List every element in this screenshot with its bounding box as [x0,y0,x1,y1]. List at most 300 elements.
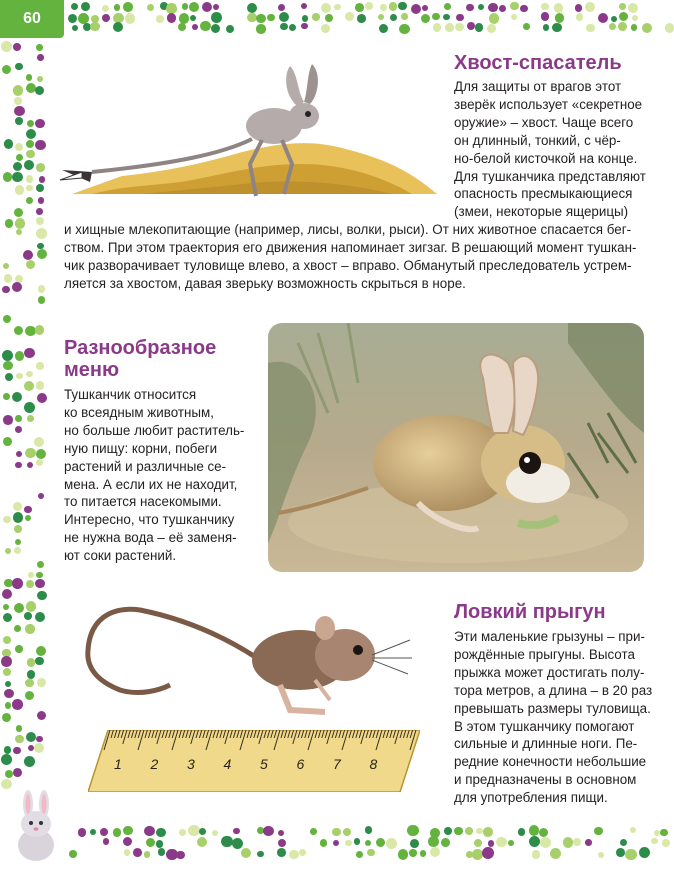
section2-text-line: Тушканчик относится [64,387,197,402]
border-dot [539,828,548,837]
section3-text-line: для употребления пищи. [454,790,608,806]
border-dot [444,3,451,10]
border-dot [594,827,602,835]
border-dot [555,13,565,23]
border-dot [642,23,652,33]
border-dot [15,117,23,125]
border-dot [35,86,44,95]
border-dot [354,838,360,844]
section3-text-line: прыжка может достигать полу- [454,664,645,680]
border-dot [15,462,22,469]
border-dot [257,851,264,858]
border-dot [15,426,22,433]
border-dot [523,23,530,30]
section2-text-line: Интересно, что тушканчику [64,512,235,528]
border-dot [14,525,22,533]
border-dot [365,826,372,833]
border-dot [278,830,284,836]
section1-text-line: Для защиты от врагов этот [454,79,622,94]
border-dot [71,3,78,10]
border-dot [16,229,22,235]
border-dot [24,506,32,514]
border-dot [4,274,13,283]
border-dot [13,502,22,511]
border-dot [14,106,25,117]
border-dot [433,23,442,32]
border-dot [27,670,36,679]
border-dot [15,218,25,228]
border-dot [445,23,454,32]
border-dot [333,840,339,846]
border-dot [26,175,33,182]
border-dot [301,3,307,9]
page-number: 60 [0,0,64,38]
border-dot [662,839,670,847]
border-dot [15,143,23,151]
border-dot [144,826,155,837]
border-dot [585,2,595,12]
border-dot [36,44,43,51]
border-dot [35,579,44,588]
border-dot [123,826,133,836]
border-dot [630,827,636,833]
border-dot [1,41,12,52]
section3-text [454,628,652,807]
border-dot [12,699,23,710]
border-dot [585,839,592,846]
border-dot [410,839,419,848]
border-dot [389,2,397,10]
border-dot [25,515,31,521]
border-dot [280,23,288,31]
border-dot [113,22,123,32]
border-dot [133,848,142,857]
border-dot [241,848,251,858]
border-dot [3,315,11,323]
border-dot [37,678,46,687]
border-dot [631,24,637,30]
border-dot [541,3,548,10]
border-dot [499,5,506,12]
border-dot [256,14,266,24]
border-dot [16,373,23,380]
border-dot [267,14,275,22]
border-dot [3,361,13,371]
border-dot [37,76,43,82]
border-dot [26,580,34,588]
border-dot [13,43,20,50]
border-dot [432,13,440,21]
border-dot [14,97,22,105]
border-dot [3,604,9,610]
border-dot [618,22,627,31]
border-dot [4,139,14,149]
border-dot [1,754,12,765]
border-dot [176,851,184,859]
border-dot [25,679,33,687]
section3-text-line: Эти маленькие грызуны – при- [454,629,645,644]
border-dot [15,539,21,545]
border-dot [334,4,341,11]
border-dot [38,285,45,292]
border-dot [455,23,463,31]
border-dot [15,735,23,743]
border-dot [27,120,34,127]
border-dot [35,657,44,666]
border-dot [13,747,20,754]
border-dot [576,13,584,21]
section-title-tail: Хвост-спасатель [454,52,622,74]
border-dot [81,2,90,11]
border-dot [25,691,34,700]
section1-text-line: и хищные млекопитающие (например, лисы, волки, рыси). От них животное спасается бег- [64,222,632,237]
border-dot [35,119,45,129]
border-dot [573,838,581,846]
border-dot [16,725,23,732]
border-dot [36,449,47,460]
section2-text-line: но больше любит раститель- [64,422,245,438]
bunny-mascot-icon [6,790,66,865]
border-dot [36,646,46,656]
border-dot [69,850,77,858]
border-dot [24,612,32,620]
border-dot [36,184,44,192]
border-dot [345,840,352,847]
border-dot [444,827,452,835]
border-dot [443,14,450,21]
border-dot [5,770,13,778]
border-dot [550,848,562,860]
border-dot [26,150,34,158]
border-dot [13,162,22,171]
border-dot [654,830,660,836]
border-dot [1,779,12,790]
section-title-menu [64,337,216,381]
border-dot [16,451,22,457]
border-dot [37,393,47,403]
section1-text-line: зверёк использует «секретное [454,96,643,112]
section3-text-line: превышать размеры туловища. [454,700,651,716]
border-dot [489,13,500,24]
border-dot [35,140,46,151]
border-dot [36,572,42,578]
border-dot [466,4,473,11]
border-dot [598,13,608,23]
border-dot [496,837,507,848]
border-dot [38,493,45,500]
section2-text-line: ную пищу: корни, побеги [64,440,218,456]
border-dot [554,3,563,12]
border-dot [144,851,150,857]
border-dot [25,448,35,458]
border-dot [355,3,364,12]
border-dot [620,839,627,846]
border-dot [78,828,86,836]
section2-text-line: то питается насекомыми. [64,494,222,510]
border-dot [189,2,199,12]
border-dot [488,3,498,13]
border-dot [474,839,482,847]
border-dot [192,24,198,30]
border-dot [179,829,186,836]
ruler-number: 6 [296,756,305,772]
border-dot [409,849,417,857]
border-dot [37,591,46,600]
border-dot [3,668,11,676]
border-dot [575,4,582,11]
border-dot [420,850,427,857]
border-dot [343,828,351,836]
border-dot [38,197,45,204]
border-dot [5,219,13,227]
section-title-menu-line1: Разнообразное [64,337,217,359]
border-dot [399,24,409,34]
border-dot [278,4,285,11]
border-dot [332,828,340,836]
border-dot [5,548,11,554]
border-dot [12,578,23,589]
border-dot [598,852,604,858]
jerboa-dunes-illustration [52,44,452,214]
border-dot [124,849,130,855]
section-title-menu-line2: меню [64,359,120,381]
border-dot [100,828,108,836]
section3-text-line: тора метров, а длина – в 20 раз [454,682,653,698]
border-dot [190,15,196,21]
border-dot [421,14,430,23]
border-dot [488,840,494,846]
border-dot [102,14,110,22]
border-dot [299,849,306,856]
border-dot [325,14,333,22]
border-dot [563,837,573,847]
border-dot [5,702,12,709]
border-dot [182,3,188,9]
border-dot [3,613,12,622]
border-dot [529,825,540,836]
border-dot [511,14,517,20]
border-dot [3,437,12,446]
section-title-jumper: Ловкий прыгун [454,601,606,623]
border-dot [289,24,296,31]
border-dot [665,23,674,33]
border-dot [552,23,562,33]
border-dot [15,415,22,422]
section1-text-line: ляется за хвостом, давая зверьку возможность скрыться в норе. [64,275,466,291]
border-dot [34,437,44,447]
border-dot [651,838,657,844]
border-dot [197,837,207,847]
border-dot [619,3,626,10]
ruler-number: 5 [260,756,268,772]
border-dot [465,827,473,835]
border-dot [123,837,132,846]
border-dot [24,756,35,767]
border-dot [312,13,320,21]
border-dot [15,63,23,71]
border-dot [13,768,22,777]
border-dot [16,154,23,161]
border-dot [1,656,12,667]
border-dot [5,681,12,688]
border-dot [520,5,527,12]
border-dot [90,22,100,32]
section1-text-line: оружие» – хвост. Чаще всего [454,114,634,130]
border-dot [158,848,166,856]
ruler-number: 4 [223,756,232,772]
border-dot [211,24,220,33]
border-dot [357,14,366,23]
border-dot [279,12,290,23]
border-dot [27,658,35,666]
section1-text-line: но-белой кисточкой на конце. [454,150,638,166]
border-dot [178,23,186,31]
border-dot [611,16,618,23]
border-dot [289,850,299,860]
border-dot [616,848,625,857]
border-dot [3,516,11,524]
border-dot [321,3,331,13]
border-dot [12,282,22,292]
border-dot [2,65,11,74]
border-dot [398,849,409,860]
section3-text-line: В этом тушканчику помогают [454,718,635,734]
border-dot [102,5,109,12]
border-dot [200,21,210,31]
border-dot [199,828,206,835]
border-dot [14,603,24,613]
border-dot [36,163,45,172]
section1-text-line: ством. При этом траектория его движения напоминает зигзаг. В решающий момент тушкан- [64,239,637,255]
section1-text-line: он длинный, тонкий, с чёр- [454,132,621,148]
border-dot [123,2,133,12]
border-dot [14,547,21,554]
border-dot [39,176,46,183]
border-dot [586,24,595,33]
border-dot [476,828,482,834]
border-dot [146,838,156,848]
section2-text-line: ют соки растений. [64,548,177,564]
border-dot [26,74,33,81]
border-dot [376,838,385,847]
border-dot [36,208,43,215]
border-dot [482,847,494,859]
border-dot [320,839,327,846]
border-dot [483,827,493,837]
border-dot [35,612,46,623]
border-dot [3,393,10,400]
border-dot [26,371,33,378]
border-dot [518,828,526,836]
border-dot [367,849,375,857]
border-dot [37,249,48,260]
border-dot [226,25,234,33]
border-dot [639,847,650,858]
border-dot [36,362,43,369]
border-dot [365,2,373,10]
border-dot [103,838,110,845]
ruler [88,730,408,792]
border-dot [15,351,25,361]
section1-text-line: опасность пресмыкающиеся [454,186,633,202]
border-dot [13,512,23,522]
border-dot [2,286,9,293]
ruler-number: 1 [114,756,122,772]
border-dot [475,23,483,31]
border-dot [114,4,120,10]
border-dot [24,348,34,358]
border-dot [38,296,45,303]
ruler-number: 7 [333,756,341,772]
border-dot [202,2,213,13]
border-dot [441,838,450,847]
border-dot [510,2,518,10]
border-dot [3,263,9,269]
border-dot [34,743,44,753]
border-dot [632,15,639,22]
border-dot [147,4,154,11]
border-dot [619,12,628,21]
border-dot [26,197,33,204]
ruler-number: 8 [369,756,378,772]
section1-text-line: чик разворачивает туловище влево, а хвост – вправо. Обманутый преследователь устрем- [64,257,632,273]
border-dot [25,624,34,633]
section3-text-line: редние конечности небольшие [454,754,647,770]
border-dot [36,217,44,225]
border-dot [487,24,496,33]
border-dot [411,4,421,14]
border-dot [211,12,222,23]
border-dot [26,185,33,192]
section1-text-line: Для тушканчика представляют [454,168,646,184]
border-dot [628,3,638,13]
border-dot [3,636,11,644]
border-dot [472,849,483,860]
border-dot [302,15,309,22]
border-dot [543,24,549,30]
section1-text-narrow [454,78,646,221]
border-dot [213,4,219,10]
border-dot [625,849,637,861]
section1-text-line: (змеи, некоторые ящерицы) [454,204,629,220]
border-dot [26,601,37,612]
border-dot [256,24,265,33]
border-dot [26,260,35,269]
border-dot [660,829,667,836]
border-dot [12,392,22,402]
border-dot [378,14,384,20]
border-dot [37,54,43,60]
border-dot [2,713,11,722]
section1-text-wide [64,221,637,293]
border-dot [540,837,551,848]
border-dot [4,746,12,754]
border-dot [5,373,13,381]
border-dot [37,561,44,568]
border-dot [27,415,34,422]
border-dot [321,24,330,33]
border-dot [15,185,25,195]
section2-text-line: растений и различные се- [64,458,227,474]
border-dot [278,839,286,847]
border-dot [166,3,176,13]
border-dot [37,711,46,720]
border-dot [167,13,176,22]
border-dot [14,208,23,217]
border-dot [407,825,419,837]
border-dot [3,415,12,424]
border-dot [36,228,47,239]
